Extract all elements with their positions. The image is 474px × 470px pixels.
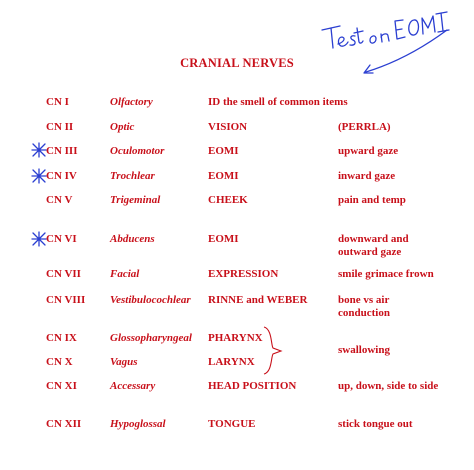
nerve-function: EOMI — [208, 170, 239, 182]
nerve-name: Accessary — [110, 380, 156, 392]
nerve-test: upward gaze — [338, 145, 399, 157]
nerve-test: downward and outward gaze — [338, 233, 409, 258]
cn-number: CN VI — [46, 233, 77, 245]
grouping-bracket — [264, 327, 281, 374]
nerve-function: LARYNX — [208, 356, 255, 368]
nerve-function: CHEEK — [208, 194, 248, 206]
nerve-function: EOMI — [208, 233, 239, 245]
cn-number: CN II — [46, 121, 74, 133]
page-title: CRANIAL NERVES — [180, 56, 294, 70]
nerve-test: up, down, side to side — [338, 380, 439, 392]
grouped-test: swallowing — [338, 344, 390, 356]
nerve-function: ID the smell of common items — [208, 96, 348, 108]
nerve-name: Vagus — [110, 356, 138, 368]
nerve-name: Optic — [110, 121, 135, 133]
cn-number: CN VIII — [46, 294, 86, 306]
nerve-name: Glossopharyngeal — [110, 332, 192, 344]
nerve-name: Olfactory — [110, 96, 153, 108]
cn-number: CN V — [46, 194, 73, 206]
cn-number: CN X — [46, 356, 73, 368]
nerve-function: PHARYNX — [208, 332, 263, 344]
nerve-function: EXPRESSION — [208, 268, 279, 280]
cn-number: CN XI — [46, 380, 77, 392]
nerve-name: Hypoglossal — [110, 418, 166, 430]
nerve-test: pain and temp — [338, 194, 406, 206]
nerve-function: RINNE and WEBER — [208, 294, 308, 306]
nerve-test: bone vs air conduction — [338, 294, 390, 319]
cn-number: CN IX — [46, 332, 77, 344]
nerve-test: stick tongue out — [338, 418, 413, 430]
nerve-test: (PERRLA) — [338, 121, 391, 133]
nerve-name: Trochlear — [110, 170, 155, 182]
cn-number: CN III — [46, 145, 78, 157]
nerve-name: Vestibulocochlear — [110, 294, 191, 306]
cn-number: CN I — [46, 96, 69, 108]
cn-number: CN VII — [46, 268, 81, 280]
cn-number: CN XII — [46, 418, 82, 430]
nerve-name: Trigeminal — [110, 194, 161, 206]
nerve-function: HEAD POSITION — [208, 380, 297, 392]
nerve-function: TONGUE — [208, 418, 256, 430]
nerve-name: Abducens — [110, 233, 155, 245]
nerve-function: VISION — [208, 121, 248, 133]
nerve-function: EOMI — [208, 145, 239, 157]
nerve-test: smile grimace frown — [338, 268, 434, 280]
nerve-name: Oculomotor — [110, 145, 165, 157]
nerve-test: inward gaze — [338, 170, 396, 182]
nerve-name: Facial — [110, 268, 140, 280]
cn-number: CN IV — [46, 170, 77, 182]
